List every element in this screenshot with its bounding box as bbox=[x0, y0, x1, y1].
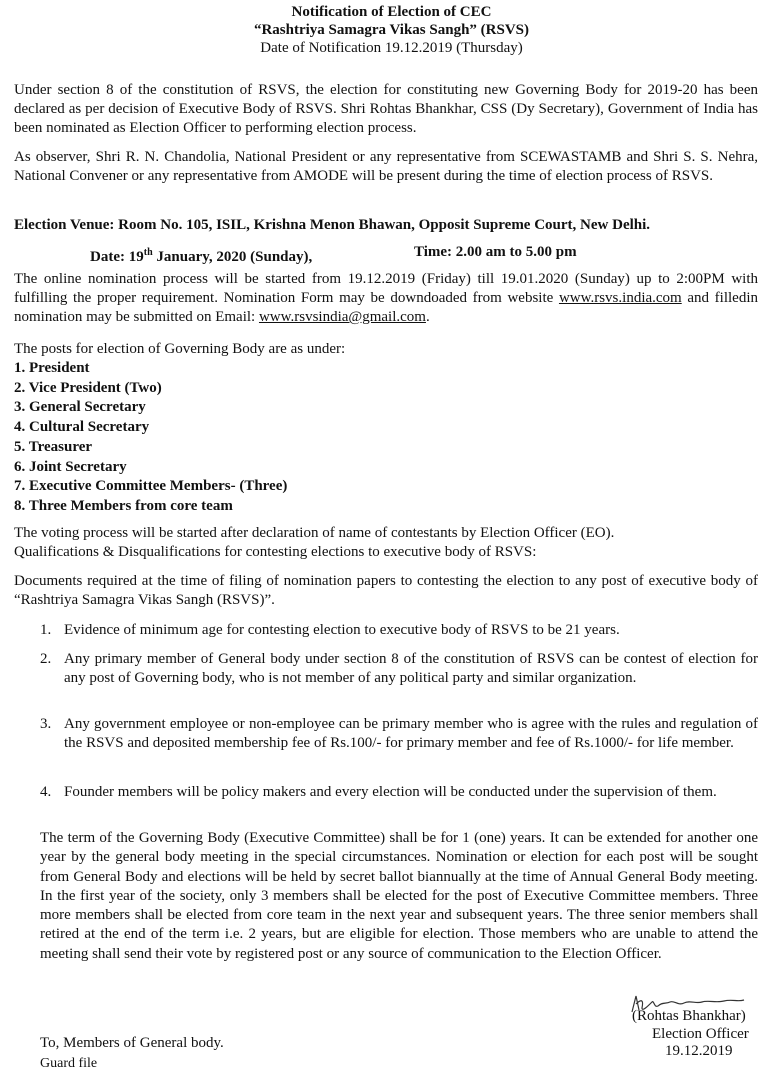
list-item: 4. Cultural Secretary bbox=[14, 419, 150, 436]
requirement-number: 4. bbox=[40, 784, 52, 800]
voting-process-text: The voting process will be started after declaration of name of contestants by Election Officer (EO). bbox=[14, 525, 615, 541]
requirement-number: 3. bbox=[40, 716, 52, 732]
list-item: 7. Executive Committee Members- (Three) bbox=[14, 478, 288, 495]
requirement-text: Any government employee or non-employee can be primary member who is agree with the rules and regulation of the RSVS and deposited membership fee of Rs.100/- for primary member and fee of Rs.1000/- for life member. bbox=[64, 716, 758, 751]
qualifications-text: Qualifications & Disqualifications for contesting elections to executive body of RSVS: bbox=[14, 544, 537, 560]
list-item: 2. Vice President (Two) bbox=[14, 379, 162, 396]
officer-title: Election Officer bbox=[652, 1026, 749, 1042]
officer-name: (Rohtas Bhankhar) bbox=[632, 1008, 746, 1024]
signature-date: 19.12.2019 bbox=[665, 1043, 733, 1059]
requirement-text: Founder members will be policy makers and every election will be conducted under the supervision of them. bbox=[64, 784, 717, 800]
guard-file-note: Guard file bbox=[40, 1056, 98, 1071]
requirement-text: Any primary member of General body under section 8 of the constitution of RSVS can be contest of election for any post of Governing body, who is not member of any political party and similar organization. bbox=[64, 651, 758, 686]
election-date-line bbox=[90, 243, 312, 267]
election-declaration-paragraph: Under section 8 of the constitution of RSVS, the election for constituting new Governing Body for 2019-20 has been declared as per decision of Executive Body of RSVS. Shri Rohtas Bhankhar, CSS (Dy Secretary), Government of India has been nominated as Election Officer to performing election process. bbox=[14, 82, 758, 136]
website-link[interactable]: www.rsvs.india.com bbox=[558, 290, 682, 306]
organization-name: “Rashtriya Samagra Vikas Sangh” (RSVS) bbox=[253, 22, 530, 38]
posts-intro: The posts for election of Governing Body are as under: bbox=[14, 341, 346, 357]
requirement-number: 2. bbox=[40, 651, 52, 667]
recipient-line: To, Members of General body. bbox=[40, 1035, 224, 1051]
list-item: 1. President bbox=[14, 360, 90, 376]
observer-paragraph: As observer, Shri R. N. Chandolia, National President or any representative from SCEWASTAMB and Shri S. S. Nehra, National Convener or any representative from AMODE will be present during the time of election process of RSVS. bbox=[14, 149, 758, 184]
list-item: 3. General Secretary bbox=[14, 399, 146, 416]
list-item: 6. Joint Secretary bbox=[14, 458, 127, 475]
email-link[interactable]: www.rsvsindia@gmail.com bbox=[258, 309, 426, 325]
term-paragraph: The term of the Governing Body (Executive Committee) shall be for 1 (one) years. It can be extended for another one year by the general body meeting in the special circumstances. Nomination or election for each post will be sought from General Body and elections will be held by secret ballot biannually at the time of Annual General Body meeting. In the first year of the society, only 3 members shall be elected for the post of Executive Committee members. Three more members shall be elected from core team in the next year and subsequent years. The three senior members shall retired at the end of the term i.e. 2 years, but are eligible for election. Those members who are unable to attend the meeting shall send their vote by registered post or any source of communication to the Election Officer. bbox=[40, 830, 758, 962]
requirement-number: 1. bbox=[40, 622, 52, 638]
nomination-paragraph: The online nomination process will be started from 19.12.2019 (Friday) till 19.01.2020 (Sunday) up to 2:00PM with fulfilling the proper requirement. Nomination Form may be downdoaded from website www.rsvs.india.com and filledin nomination may be submitted on Email: www.rsvsindia@gmail.com. bbox=[14, 271, 758, 325]
list-item: 8. Three Members from core team bbox=[14, 497, 233, 514]
notification-header bbox=[0, 3, 783, 57]
election-date: Date: 19th January, 2020 (Sunday), bbox=[90, 247, 313, 265]
notification-date: Date of Notification 19.12.2019 (Thursday) bbox=[260, 40, 523, 56]
list-item: 5. Treasurer bbox=[14, 438, 93, 455]
posts-list bbox=[14, 359, 514, 517]
notification-title: Notification of Election of CEC bbox=[291, 4, 492, 20]
documents-intro: Documents required at the time of filing of nomination papers to contesting the election to any post of executive body of “Rashtriya Samagra Vikas Sangh (RSVS)”. bbox=[14, 573, 758, 608]
requirement-text: Evidence of minimum age for contesting election to executive body of RSVS to be 21 years. bbox=[64, 622, 620, 638]
election-venue: Election Venue: Room No. 105, ISIL, Krishna Menon Bhawan, Opposit Supreme Court, New Delhi. bbox=[14, 217, 651, 233]
election-time: Time: 2.00 am to 5.00 pm bbox=[414, 244, 577, 260]
